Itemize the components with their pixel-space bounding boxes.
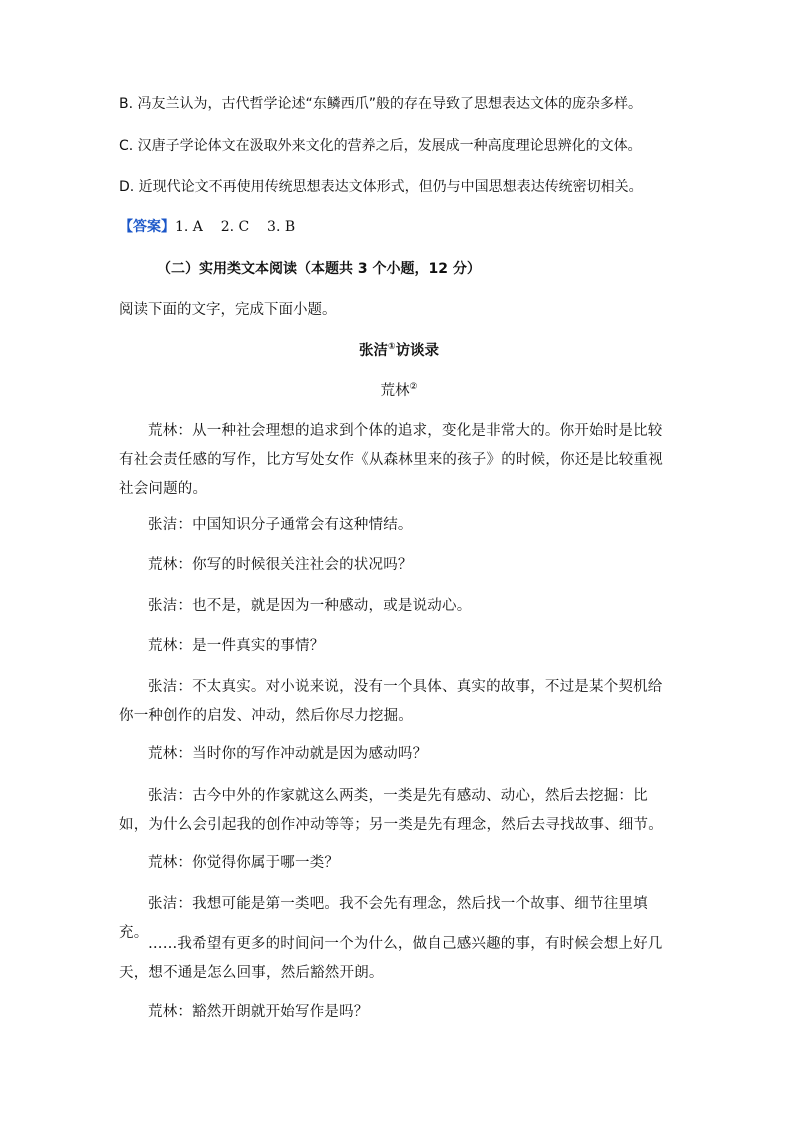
option-c: C. 汉唐子学论体文在汲取外来文化的营养之后，发展成一种高度理论思辨化的文体。: [119, 138, 642, 154]
option-d: D. 近现代论文不再使用传统思想表达文体形式，但仍与中国思想表达传统密切相关。: [119, 179, 643, 195]
article-title-rest: 访谈录: [395, 343, 440, 359]
answer-label: 【答案】: [119, 219, 175, 235]
dialogue-paragraph: [119, 551, 673, 580]
dialogue-text: ：我想可能是第一类吧。我不会先有理念，然后找一个故事、细节往里填充。: [119, 896, 648, 941]
dialogue-paragraph: [119, 632, 673, 661]
dialogue-paragraph: [119, 998, 673, 1027]
dialogue-text: ：当时你的写作冲动就是因为感动吗？: [177, 746, 428, 762]
speaker-name: 张洁: [148, 788, 178, 804]
article-author: [119, 378, 679, 404]
speaker-name: 荒林: [148, 638, 178, 654]
speaker-name: 荒林: [148, 855, 178, 871]
section-instruction: 阅读下面的文字，完成下面小题。: [119, 302, 337, 318]
dialogue-paragraph: [119, 511, 673, 540]
speaker-name: 荒林: [148, 557, 178, 573]
speaker-name: 张洁: [148, 517, 178, 533]
option-b: B. 冯友兰认为，古代哲学论述“东鳞西爪”般的存在导致了思想表达文体的庞杂多样。: [119, 96, 643, 112]
dialogue-text: ：豁然开朗就开始写作是吗？: [177, 1004, 369, 1020]
title-footnote-marker: ①: [387, 342, 396, 353]
dialogue-text: ：是一件真实的事情？: [177, 638, 325, 654]
speaker-name: 张洁: [148, 679, 178, 695]
dialogue-paragraph: [119, 592, 673, 621]
dialogue-paragraph: [119, 849, 673, 878]
section-heading: （二）实用类文本阅读（本题共 3 个小题，12 分）: [157, 261, 481, 277]
speaker-name: 张洁: [148, 896, 178, 912]
speaker-name: 张洁: [148, 598, 178, 614]
author-footnote-marker: ②: [409, 382, 418, 393]
dialogue-text: ：中国知识分子通常会有这种情结。: [177, 517, 413, 533]
dialogue-text: ：你觉得你属于哪一类？: [177, 855, 340, 871]
article-title: [119, 338, 679, 364]
speaker-name: 荒林: [148, 746, 178, 762]
dialogue-text: ：从一种社会理想的追求到个体的追求，变化是非常大的。你开始时是比较有社会责任感的写作，比方写处女作《从森林里来的孩子》的时候，你还是比较重视社会问题的。: [119, 423, 663, 497]
article-title-name: 张洁: [358, 343, 388, 359]
dialogue-paragraph: [119, 782, 673, 840]
dialogue-text: ：你写的时候很关注社会的状况吗？: [177, 557, 413, 573]
speaker-name: 荒林: [148, 423, 178, 439]
author-name: 荒林: [380, 383, 410, 399]
dialogue-paragraph: [119, 740, 673, 769]
dialogue-text: ：也不是，就是因为一种感动，或是说动心。: [177, 598, 472, 614]
dialogue-paragraph: [119, 673, 673, 731]
narration-text: ……我希望有更多的时间问一个为什么，做自己感兴趣的事，有时候会想上好几天，想不通是怎么回事，然后豁然开朗。: [119, 936, 663, 981]
speaker-name: 荒林: [148, 1004, 178, 1020]
dialogue-text: ：不太真实。对小说来说，没有一个具体、真实的故事，不过是某个契机给你一种创作的启发、冲动，然后你尽力挖掘。: [119, 679, 663, 724]
dialogue-paragraph: [119, 417, 673, 504]
dialogue-text: ：古今中外的作家就这么两类，一类是先有感动、动心，然后去挖掘：比如，为什么会引起我的创作冲动等等；另一类是先有理念，然后去寻找故事、细节。: [119, 788, 663, 833]
narration-paragraph: [119, 930, 673, 988]
answer-values: 1. A 2. C 3. B: [175, 219, 296, 235]
answer-line: [119, 214, 679, 240]
